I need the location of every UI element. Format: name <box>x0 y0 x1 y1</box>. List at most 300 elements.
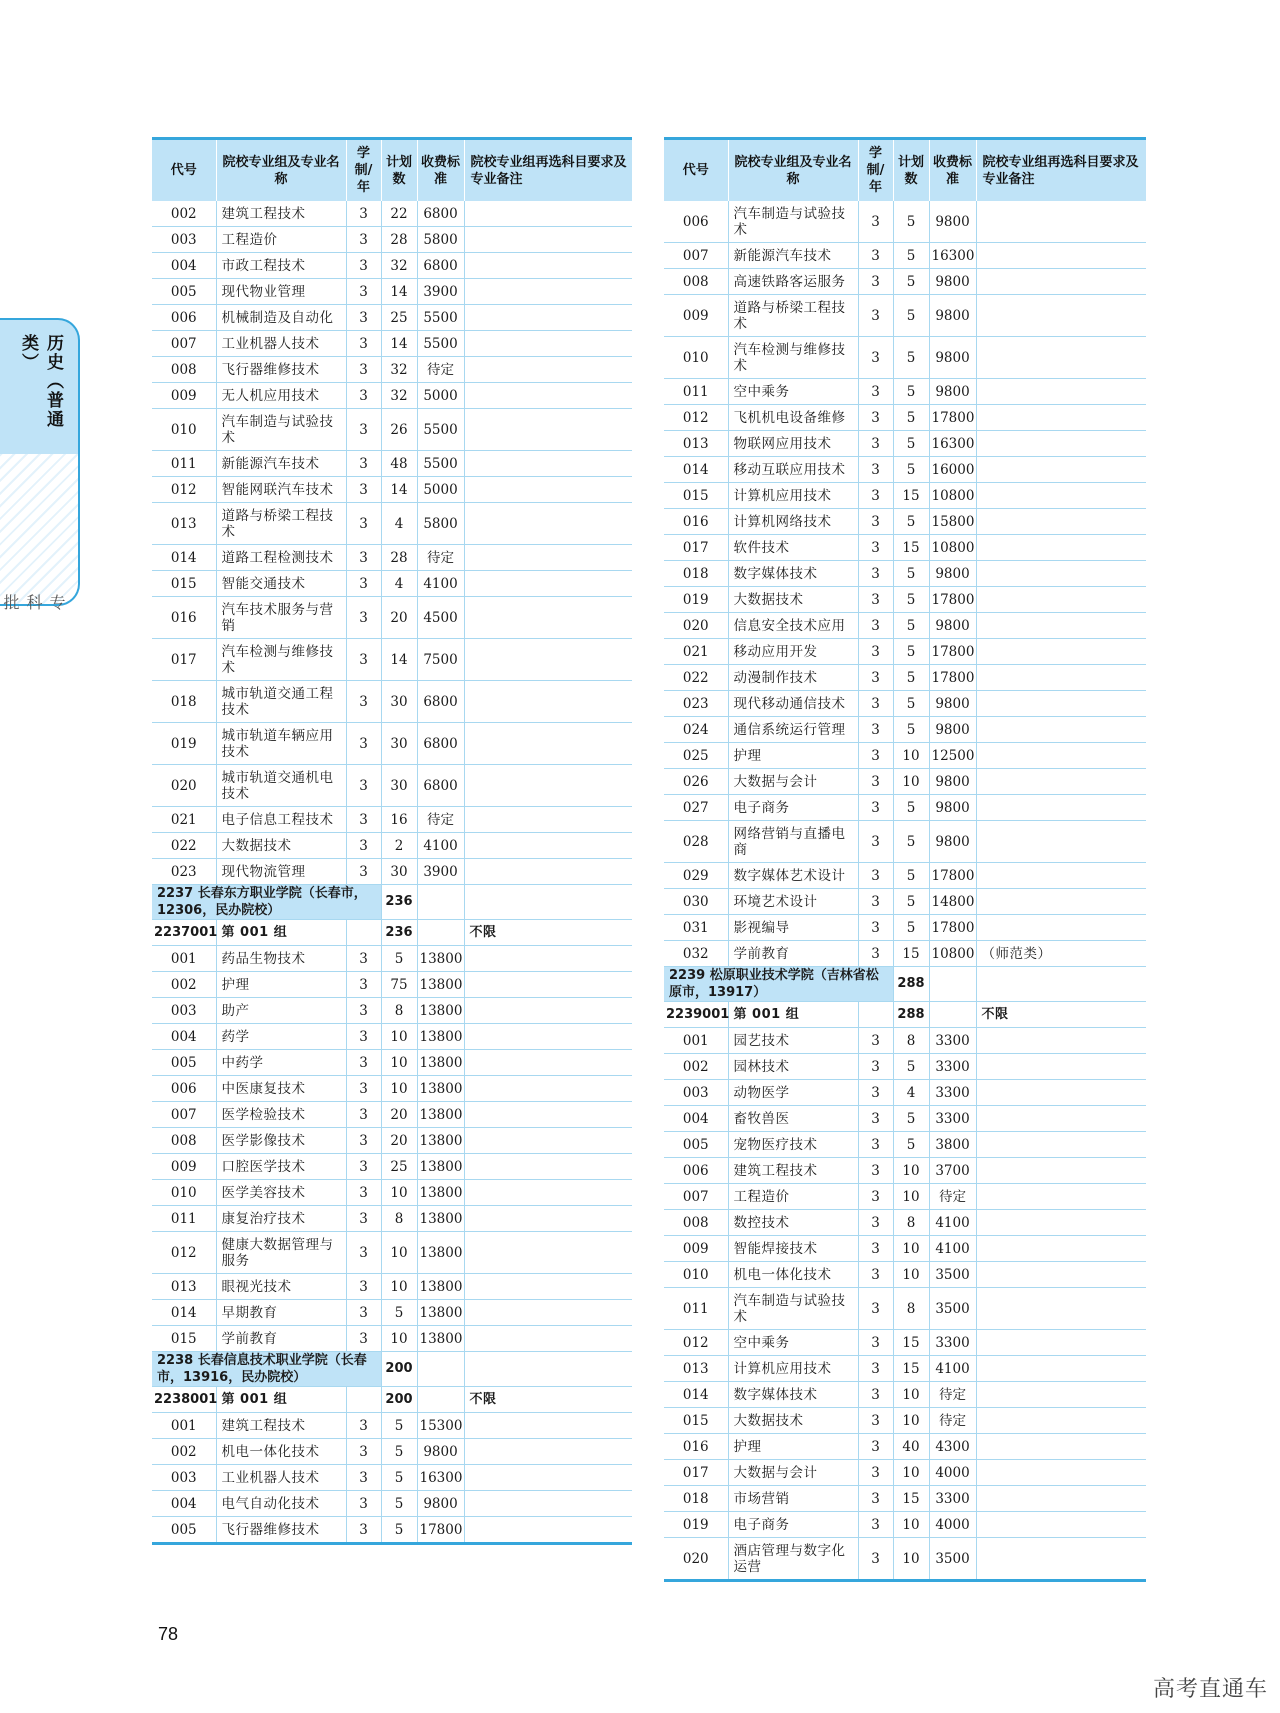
major-fee: 10800 <box>929 535 976 561</box>
major-name: 助产 <box>216 998 346 1024</box>
major-code: 003 <box>664 1080 728 1106</box>
major-years: 3 <box>858 337 893 379</box>
major-years: 3 <box>858 457 893 483</box>
major-note <box>976 717 1146 743</box>
group-fee-empty <box>417 920 464 946</box>
major-fee: 4100 <box>929 1236 976 1262</box>
major-code: 017 <box>664 535 728 561</box>
major-code: 016 <box>152 597 216 639</box>
major-code: 005 <box>664 1132 728 1158</box>
major-note <box>976 1236 1146 1262</box>
major-row <box>664 1460 1146 1486</box>
major-name: 机电一体化技术 <box>216 1439 346 1465</box>
major-row <box>152 1102 632 1128</box>
major-note <box>976 821 1146 863</box>
major-plan: 5 <box>893 457 929 483</box>
major-fee: 4500 <box>417 597 464 639</box>
major-years: 3 <box>346 681 381 723</box>
major-row <box>664 889 1146 915</box>
major-note <box>976 1356 1146 1382</box>
major-code: 009 <box>152 1154 216 1180</box>
major-code: 002 <box>152 201 216 227</box>
major-years: 3 <box>346 571 381 597</box>
major-name: 无人机应用技术 <box>216 383 346 409</box>
major-plan: 5 <box>893 915 929 941</box>
major-plan: 5 <box>893 613 929 639</box>
major-years: 3 <box>858 889 893 915</box>
major-plan: 48 <box>381 451 417 477</box>
major-note <box>976 1486 1146 1512</box>
major-fee: 待定 <box>929 1408 976 1434</box>
major-plan: 5 <box>893 717 929 743</box>
major-code: 017 <box>664 1460 728 1486</box>
group-plan: 236 <box>381 920 417 946</box>
major-name: 学前教育 <box>216 1326 346 1352</box>
page-number: 78 <box>158 1624 179 1644</box>
major-code: 007 <box>664 1184 728 1210</box>
major-fee: 9800 <box>929 717 976 743</box>
major-row <box>152 1274 632 1300</box>
major-name: 护理 <box>728 743 858 769</box>
major-plan: 8 <box>893 1288 929 1330</box>
major-code: 013 <box>152 503 216 545</box>
major-years: 3 <box>858 743 893 769</box>
major-code: 004 <box>152 1491 216 1517</box>
major-note <box>976 295 1146 337</box>
major-fee: 5500 <box>417 409 464 451</box>
major-fee: 3500 <box>929 1262 976 1288</box>
major-row <box>664 561 1146 587</box>
major-code: 011 <box>152 1206 216 1232</box>
major-plan: 5 <box>893 1132 929 1158</box>
group-code: 2238001 <box>152 1387 216 1413</box>
major-plan: 10 <box>381 1232 417 1274</box>
major-plan: 20 <box>381 1128 417 1154</box>
major-years: 3 <box>346 357 381 383</box>
major-row <box>664 1210 1146 1236</box>
major-code: 030 <box>664 889 728 915</box>
major-row <box>664 1106 1146 1132</box>
section-side-tab <box>0 318 82 614</box>
major-note <box>976 483 1146 509</box>
major-years: 3 <box>346 1180 381 1206</box>
major-code: 029 <box>664 863 728 889</box>
major-code: 012 <box>664 1330 728 1356</box>
major-years: 3 <box>858 483 893 509</box>
major-row <box>664 1512 1146 1538</box>
major-code: 003 <box>152 1465 216 1491</box>
major-fee: 9800 <box>929 561 976 587</box>
major-fee: 5500 <box>417 451 464 477</box>
major-plan: 5 <box>381 1465 417 1491</box>
major-name: 物联网应用技术 <box>728 431 858 457</box>
major-fee: 16000 <box>929 457 976 483</box>
major-fee: 9800 <box>929 821 976 863</box>
major-row <box>152 1180 632 1206</box>
major-name: 数字媒体技术 <box>728 561 858 587</box>
major-name: 建筑工程技术 <box>216 201 346 227</box>
major-name: 智能网联汽车技术 <box>216 477 346 503</box>
major-fee: 3300 <box>929 1054 976 1080</box>
major-note <box>976 405 1146 431</box>
major-fee: 3500 <box>929 1288 976 1330</box>
major-fee: 4100 <box>417 571 464 597</box>
major-plan: 28 <box>381 545 417 571</box>
major-name: 道路与桥梁工程技术 <box>216 503 346 545</box>
major-note <box>464 503 632 545</box>
major-plan: 15 <box>893 1330 929 1356</box>
major-row <box>152 409 632 451</box>
major-note <box>464 1274 632 1300</box>
major-code: 015 <box>664 1408 728 1434</box>
header-fee: 收费标准 <box>929 139 976 202</box>
group-code: 2237001 <box>152 920 216 946</box>
group-fee-empty <box>929 1002 976 1028</box>
major-name: 园艺技术 <box>728 1028 858 1054</box>
major-years: 3 <box>346 639 381 681</box>
major-code: 001 <box>152 946 216 972</box>
major-note <box>976 691 1146 717</box>
major-code: 008 <box>664 269 728 295</box>
school-note-empty <box>464 1352 632 1387</box>
header-note: 院校专业组再选科目要求及专业备注 <box>976 139 1146 202</box>
major-note <box>464 859 632 885</box>
school-fee-empty <box>417 885 464 920</box>
major-row <box>664 1080 1146 1106</box>
major-years: 3 <box>346 723 381 765</box>
admission-table-right <box>664 137 1146 1582</box>
group-years-empty <box>346 1387 381 1413</box>
major-years: 3 <box>346 597 381 639</box>
major-row <box>664 509 1146 535</box>
major-years: 3 <box>858 1356 893 1382</box>
major-years: 3 <box>858 1330 893 1356</box>
major-code: 014 <box>664 1382 728 1408</box>
major-row <box>664 1288 1146 1330</box>
major-plan: 5 <box>893 295 929 337</box>
major-fee: 待定 <box>929 1184 976 1210</box>
major-code: 007 <box>664 243 728 269</box>
major-name: 城市轨道车辆应用技术 <box>216 723 346 765</box>
major-years: 3 <box>346 807 381 833</box>
major-note <box>976 1158 1146 1184</box>
major-plan: 32 <box>381 383 417 409</box>
major-note <box>976 379 1146 405</box>
major-code: 001 <box>664 1028 728 1054</box>
major-note <box>464 357 632 383</box>
major-fee: 6800 <box>417 681 464 723</box>
major-fee: 4300 <box>929 1434 976 1460</box>
major-plan: 5 <box>893 639 929 665</box>
major-years: 3 <box>858 1288 893 1330</box>
major-fee: 9800 <box>929 613 976 639</box>
major-years: 3 <box>858 1158 893 1184</box>
major-code: 007 <box>152 331 216 357</box>
major-row <box>152 1439 632 1465</box>
major-years: 3 <box>858 1054 893 1080</box>
major-name: 大数据技术 <box>728 587 858 613</box>
major-note <box>464 639 632 681</box>
table-header-row <box>152 139 632 202</box>
major-plan: 5 <box>893 795 929 821</box>
header-note: 院校专业组再选科目要求及专业备注 <box>464 139 632 202</box>
major-fee: 13800 <box>417 1326 464 1352</box>
major-code: 026 <box>664 769 728 795</box>
major-code: 006 <box>664 201 728 243</box>
major-note <box>464 1102 632 1128</box>
major-code: 008 <box>152 357 216 383</box>
major-plan: 40 <box>893 1434 929 1460</box>
major-name: 数字媒体艺术设计 <box>728 863 858 889</box>
major-fee: 13800 <box>417 1024 464 1050</box>
major-code: 004 <box>152 1024 216 1050</box>
group-years-empty <box>858 1002 893 1028</box>
major-fee: 5800 <box>417 227 464 253</box>
major-years: 3 <box>346 1206 381 1232</box>
major-name: 软件技术 <box>728 535 858 561</box>
major-code: 017 <box>152 639 216 681</box>
major-fee: 13800 <box>417 1128 464 1154</box>
major-years: 3 <box>346 1050 381 1076</box>
major-code: 012 <box>152 1232 216 1274</box>
major-row <box>152 1076 632 1102</box>
major-code: 010 <box>152 1180 216 1206</box>
major-years: 3 <box>346 1439 381 1465</box>
major-years: 3 <box>346 545 381 571</box>
group-note: 不限 <box>464 1387 632 1413</box>
major-note <box>464 305 632 331</box>
major-note <box>464 331 632 357</box>
major-note <box>464 1076 632 1102</box>
major-row <box>664 483 1146 509</box>
major-plan: 30 <box>381 765 417 807</box>
major-note <box>464 723 632 765</box>
major-years: 3 <box>346 451 381 477</box>
major-note <box>464 1326 632 1352</box>
major-fee: 3300 <box>929 1486 976 1512</box>
major-plan: 5 <box>893 863 929 889</box>
major-plan: 10 <box>893 1236 929 1262</box>
major-years: 3 <box>858 1512 893 1538</box>
major-plan: 5 <box>893 337 929 379</box>
major-note <box>464 998 632 1024</box>
table-header-row <box>664 139 1146 202</box>
major-name: 大数据技术 <box>728 1408 858 1434</box>
major-plan: 15 <box>893 941 929 967</box>
major-code: 004 <box>664 1106 728 1132</box>
major-name: 酒店管理与数字化运营 <box>728 1538 858 1581</box>
major-row <box>152 946 632 972</box>
major-code: 021 <box>664 639 728 665</box>
major-row <box>664 639 1146 665</box>
major-plan: 10 <box>381 1076 417 1102</box>
major-note <box>976 1434 1146 1460</box>
major-row <box>152 859 632 885</box>
major-years: 3 <box>858 1460 893 1486</box>
major-code: 014 <box>152 1300 216 1326</box>
major-fee: 3800 <box>929 1132 976 1158</box>
watermark: 高考直通车 <box>1152 1677 1268 1702</box>
major-years: 3 <box>346 1465 381 1491</box>
major-code: 018 <box>664 561 728 587</box>
major-code: 023 <box>152 859 216 885</box>
major-years: 3 <box>346 477 381 503</box>
major-fee: 15300 <box>417 1413 464 1439</box>
major-fee: 15800 <box>929 509 976 535</box>
major-fee: 9800 <box>929 295 976 337</box>
major-code: 019 <box>664 1512 728 1538</box>
major-years: 3 <box>858 1434 893 1460</box>
major-fee: 待定 <box>929 1382 976 1408</box>
major-fee: 13800 <box>417 1180 464 1206</box>
major-name: 数控技术 <box>728 1210 858 1236</box>
major-code: 013 <box>664 1356 728 1382</box>
major-fee: 13800 <box>417 946 464 972</box>
major-code: 011 <box>664 1288 728 1330</box>
major-plan: 15 <box>893 483 929 509</box>
major-name: 移动应用开发 <box>728 639 858 665</box>
major-fee: 4100 <box>417 833 464 859</box>
major-name: 学前教育 <box>728 941 858 967</box>
major-fee: 14800 <box>929 889 976 915</box>
major-name: 早期教育 <box>216 1300 346 1326</box>
major-row <box>152 1517 632 1544</box>
major-years: 3 <box>346 946 381 972</box>
group-name: 第 001 组 <box>216 1387 346 1413</box>
major-years: 3 <box>346 1024 381 1050</box>
major-name: 工程造价 <box>728 1184 858 1210</box>
major-plan: 10 <box>893 1538 929 1581</box>
major-code: 031 <box>664 915 728 941</box>
major-row <box>664 795 1146 821</box>
major-name: 城市轨道交通机电技术 <box>216 765 346 807</box>
major-fee: 9800 <box>929 691 976 717</box>
header-years: 学制/年 <box>858 139 893 202</box>
major-note <box>976 1210 1146 1236</box>
major-note <box>464 253 632 279</box>
major-row <box>664 457 1146 483</box>
major-fee: 9800 <box>929 795 976 821</box>
major-code: 016 <box>664 509 728 535</box>
major-years: 3 <box>346 409 381 451</box>
major-plan: 14 <box>381 331 417 357</box>
group-plan: 288 <box>893 1002 929 1028</box>
major-name: 汽车技术服务与营销 <box>216 597 346 639</box>
major-name: 动物医学 <box>728 1080 858 1106</box>
major-fee: 13800 <box>417 1154 464 1180</box>
major-plan: 30 <box>381 681 417 723</box>
major-code: 010 <box>664 1262 728 1288</box>
major-row <box>664 1434 1146 1460</box>
major-row <box>664 941 1146 967</box>
major-plan: 4 <box>381 503 417 545</box>
major-row <box>152 765 632 807</box>
major-plan: 5 <box>381 1300 417 1326</box>
major-plan: 32 <box>381 357 417 383</box>
major-code: 015 <box>152 571 216 597</box>
major-years: 3 <box>346 1413 381 1439</box>
major-note <box>976 1538 1146 1581</box>
major-fee: 9800 <box>929 269 976 295</box>
major-code: 010 <box>664 337 728 379</box>
major-plan: 5 <box>381 1491 417 1517</box>
major-years: 3 <box>858 269 893 295</box>
major-name: 数字媒体技术 <box>728 1382 858 1408</box>
major-fee: 5500 <box>417 305 464 331</box>
major-fee: 3300 <box>929 1330 976 1356</box>
major-code: 011 <box>664 379 728 405</box>
major-row <box>152 477 632 503</box>
major-plan: 15 <box>893 1486 929 1512</box>
major-note <box>464 477 632 503</box>
major-code: 015 <box>152 1326 216 1352</box>
major-years: 3 <box>346 972 381 998</box>
major-years: 3 <box>346 859 381 885</box>
major-fee: 17800 <box>929 639 976 665</box>
major-code: 011 <box>152 451 216 477</box>
major-fee: 5000 <box>417 477 464 503</box>
major-row <box>152 723 632 765</box>
major-code: 002 <box>664 1054 728 1080</box>
major-code: 022 <box>152 833 216 859</box>
major-note <box>464 545 632 571</box>
school-note-empty <box>976 967 1146 1002</box>
school-row <box>152 1352 632 1387</box>
major-code: 015 <box>664 483 728 509</box>
major-name: 建筑工程技术 <box>728 1158 858 1184</box>
major-row <box>152 1491 632 1517</box>
major-fee: 6800 <box>417 201 464 227</box>
major-name: 电子商务 <box>728 1512 858 1538</box>
major-note <box>464 571 632 597</box>
major-row <box>664 1538 1146 1581</box>
major-name: 城市轨道交通工程技术 <box>216 681 346 723</box>
header-name: 院校专业组及专业名称 <box>216 139 346 202</box>
header-plan: 计划数 <box>893 139 929 202</box>
major-row <box>664 1330 1146 1356</box>
major-years: 3 <box>346 765 381 807</box>
major-note <box>464 201 632 227</box>
major-note <box>464 1180 632 1206</box>
major-row <box>152 1128 632 1154</box>
major-note <box>976 269 1146 295</box>
major-note <box>976 1408 1146 1434</box>
major-name: 畜牧兽医 <box>728 1106 858 1132</box>
major-fee: 3700 <box>929 1158 976 1184</box>
major-years: 3 <box>346 227 381 253</box>
major-name: 园林技术 <box>728 1054 858 1080</box>
major-fee: 3300 <box>929 1080 976 1106</box>
major-plan: 2 <box>381 833 417 859</box>
major-plan: 10 <box>893 743 929 769</box>
major-years: 3 <box>858 295 893 337</box>
major-note <box>464 409 632 451</box>
major-years: 3 <box>858 1382 893 1408</box>
major-plan: 30 <box>381 859 417 885</box>
major-code: 006 <box>152 305 216 331</box>
major-code: 014 <box>152 545 216 571</box>
major-plan: 10 <box>893 1158 929 1184</box>
major-fee: 9800 <box>417 1439 464 1465</box>
major-code: 005 <box>152 1050 216 1076</box>
major-note <box>976 639 1146 665</box>
major-plan: 8 <box>381 998 417 1024</box>
header-fee: 收费标准 <box>417 139 464 202</box>
major-years: 3 <box>858 941 893 967</box>
major-fee: 6800 <box>417 723 464 765</box>
major-name: 市政工程技术 <box>216 253 346 279</box>
school-fee-empty <box>929 967 976 1002</box>
